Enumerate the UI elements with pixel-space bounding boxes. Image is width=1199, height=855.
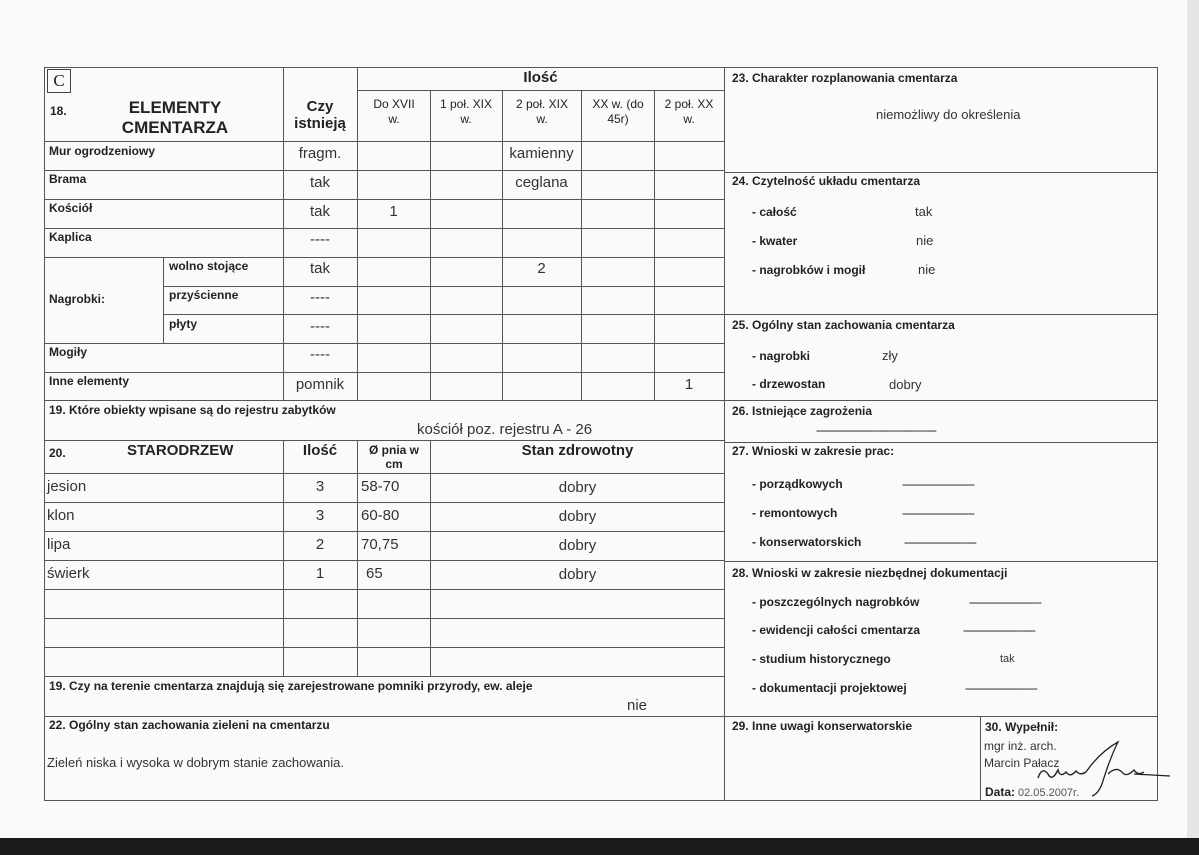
s30-date-label: Data: bbox=[985, 785, 1016, 799]
period-header-3: 2 poł. XIX w. bbox=[515, 97, 569, 126]
row-label: Inne elementy bbox=[49, 374, 130, 388]
s22-value: Zieleń niska i wysoka w dobrym stanie zachowania. bbox=[47, 755, 344, 770]
row-label: Mur ogrodzeniowy bbox=[49, 144, 155, 158]
s24-item-label: - całość bbox=[752, 205, 797, 219]
tree-state: dobry bbox=[558, 508, 597, 525]
s22-label: 22. Ogólny stan zachowania zieleni na cmentarzu bbox=[49, 718, 330, 732]
s19-value: kościół poz. rejestru A - 26 bbox=[417, 421, 593, 438]
period-header-1: Do XVII w. bbox=[373, 97, 415, 126]
row-label: Mogiły bbox=[49, 345, 87, 359]
nagrobki-sub-label: przyścienne bbox=[169, 288, 239, 302]
s28-item-value: ------------------------ bbox=[965, 681, 1037, 695]
s24-item-value: nie bbox=[918, 262, 936, 277]
tree-diam: 60-80 bbox=[361, 507, 400, 524]
s28-item-value: ------------------------ bbox=[969, 595, 1041, 609]
s18-number: 18. bbox=[50, 104, 67, 118]
nagrobki-sub-label: płyty bbox=[169, 317, 198, 331]
s26-label: 26. Istniejące zagrożenia bbox=[732, 404, 873, 418]
s24-label: 24. Czytelność układu cmentarza bbox=[732, 174, 921, 188]
s26-value: ---------------------------------------- bbox=[816, 423, 936, 437]
s27-item-label: - konserwatorskich bbox=[752, 535, 862, 549]
s27-item-value: ------------------------ bbox=[902, 477, 974, 491]
period-header-4: XX w. (do 45r) bbox=[592, 97, 644, 126]
s27-label: 27. Wnioski w zakresie prac: bbox=[732, 444, 895, 458]
s23-value: niemożliwy do określenia bbox=[876, 107, 1021, 122]
nagrobki-sub-label: wolno stojące bbox=[169, 259, 249, 273]
s23-label: 23. Charakter rozplanowania cmentarza bbox=[732, 71, 958, 85]
nagrobki-label: Nagrobki: bbox=[49, 292, 106, 306]
nagrobki-value: 2 bbox=[537, 260, 546, 277]
tree-diam: 65 bbox=[366, 565, 383, 582]
s20-count-header: Ilość bbox=[302, 442, 338, 459]
s29-label: 29. Inne uwagi konserwatorskie bbox=[732, 719, 913, 733]
row-value: kamienny bbox=[509, 145, 574, 162]
s25-item-value: dobry bbox=[889, 377, 922, 392]
tree-count: 3 bbox=[315, 478, 325, 495]
section-tag: C bbox=[47, 69, 71, 93]
s27-item-value: ------------------------ bbox=[904, 535, 976, 549]
row-exists: fragm. bbox=[298, 145, 342, 162]
row-exists: pomnik bbox=[295, 376, 345, 393]
tree-name: świerk bbox=[47, 565, 90, 582]
scan-edge-bottom bbox=[0, 838, 1199, 855]
tree-count: 1 bbox=[315, 565, 325, 582]
tree-count: 2 bbox=[315, 536, 325, 553]
tree-state: dobry bbox=[558, 479, 597, 496]
tree-diam: 58-70 bbox=[361, 478, 400, 495]
period-header-2: 1 poł. XIX w. bbox=[439, 97, 493, 126]
col-exists-header: Czy istnieją bbox=[294, 98, 346, 132]
row-label: Kaplica bbox=[49, 230, 92, 244]
row-exists: ---- bbox=[310, 231, 330, 248]
s24-item-label: - kwater bbox=[752, 234, 798, 248]
s28-item-label: - poszczególnych nagrobków bbox=[752, 595, 920, 609]
s24-item-label: - nagrobków i mogił bbox=[752, 263, 866, 277]
nagrobki-exists: tak bbox=[309, 260, 330, 277]
handwritten-signature bbox=[1030, 738, 1180, 800]
tree-state: dobry bbox=[558, 537, 597, 554]
s28-item-label: - ewidencji całości cmentarza bbox=[752, 623, 921, 637]
s21-value: nie bbox=[627, 697, 648, 714]
s27-item-label: - remontowych bbox=[752, 506, 838, 520]
period-header-5: 2 poł. XX w. bbox=[664, 97, 714, 126]
s20-diam-header: Ø pnia w cm bbox=[368, 443, 419, 471]
nagrobki-exists: ---- bbox=[310, 289, 330, 306]
row-exists: tak bbox=[309, 203, 330, 220]
row-label: Brama bbox=[49, 172, 87, 186]
s30-date-value: 02.05.2007r. bbox=[1018, 787, 1080, 799]
nagrobki-exists: ---- bbox=[310, 318, 330, 335]
s25-item-label: - nagrobki bbox=[752, 349, 811, 363]
s24-item-value: nie bbox=[916, 233, 934, 248]
s18-title: ELEMENTY CMENTARZA bbox=[121, 98, 229, 137]
tree-diam: 70,75 bbox=[361, 536, 399, 553]
s25-item-label: - drzewostan bbox=[752, 377, 826, 391]
s25-item-value: zły bbox=[882, 348, 898, 363]
s21-label: 19. Czy na terenie cmentarza znajdują się zarejestrowane pomniki przyrody, ew. aleje bbox=[49, 679, 533, 693]
s24-item-value: tak bbox=[915, 204, 933, 219]
tree-name: klon bbox=[47, 507, 75, 524]
center-divider bbox=[724, 67, 725, 801]
s27-item-value: ------------------------ bbox=[902, 506, 974, 520]
tree-name: jesion bbox=[47, 478, 87, 495]
s28-item-value: tak bbox=[1000, 653, 1015, 665]
row-value: 1 bbox=[389, 203, 398, 220]
s20-state-header: Stan zdrowotny bbox=[521, 442, 634, 459]
scan-edge-right bbox=[1187, 0, 1199, 855]
s30-label: 30. Wypełnił: bbox=[985, 720, 1059, 734]
s28-item-value: ------------------------ bbox=[963, 623, 1035, 637]
tree-count: 3 bbox=[315, 507, 325, 524]
row-exists: ---- bbox=[310, 346, 330, 363]
tree-state: dobry bbox=[558, 566, 597, 583]
s20-number: 20. bbox=[49, 446, 66, 460]
col-count-header: Ilość bbox=[523, 69, 558, 86]
row-label: Kościół bbox=[49, 201, 93, 215]
s28-item-label: - dokumentacji projektowej bbox=[752, 681, 907, 695]
s25-label: 25. Ogólny stan zachowania cmentarza bbox=[732, 318, 955, 332]
s30-line1: mgr inż. arch. bbox=[984, 739, 1057, 753]
s28-label: 28. Wnioski w zakresie niezbędnej dokumentacji bbox=[732, 566, 1008, 580]
row-value: 1 bbox=[684, 376, 694, 393]
row-exists: tak bbox=[309, 174, 330, 191]
s19-label: 19. Które obiekty wpisane są do rejestru zabytków bbox=[49, 403, 336, 417]
s28-item-label: - studium historycznego bbox=[752, 652, 891, 666]
row-value: ceglana bbox=[515, 174, 568, 191]
tree-name: lipa bbox=[47, 536, 71, 553]
s30-line2: Marcin Pałacz bbox=[984, 756, 1060, 770]
s27-item-label: - porządkowych bbox=[752, 477, 843, 491]
s20-title: STARODRZEW bbox=[127, 442, 234, 459]
